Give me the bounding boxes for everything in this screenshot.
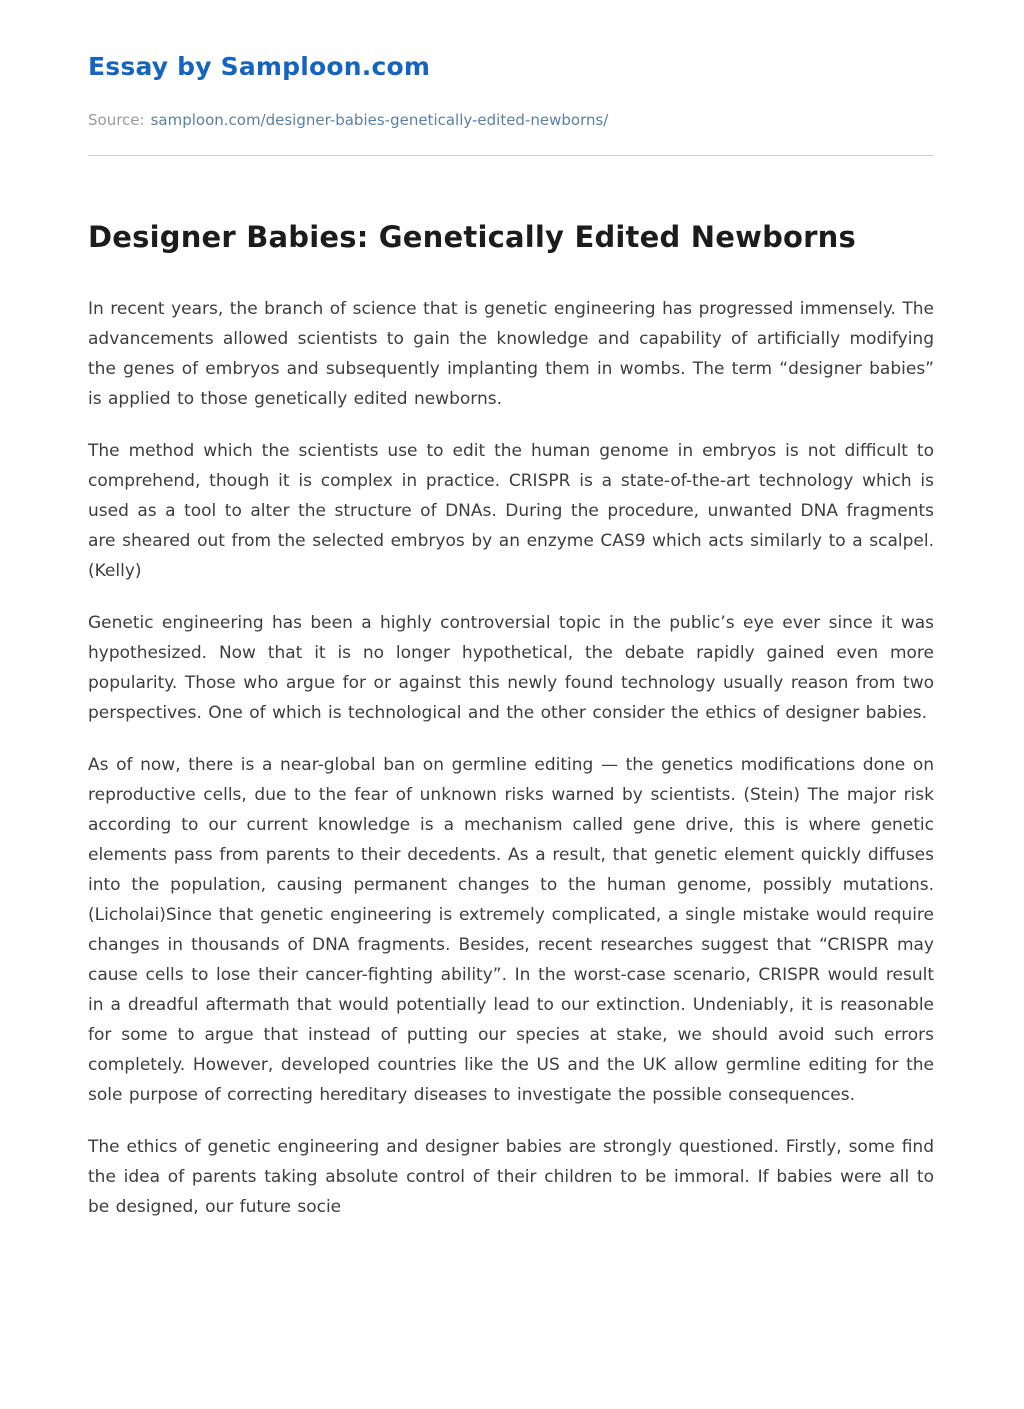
paragraph-risks: As of now, there is a near-global ban on germline editing — the genetics modifications done on reproductive cells, due to the fear of unknown risks warned by scientists. (Stein) The major risk according to our current knowledge is a mechanism called gene drive, this is where genetic elements pass from parents to their decedents. As a result, that genetic element quickly diffuses into the population, causing permanent changes to the human genome, possibly mutations. (Licholai)Since that genetic engineering is extremely complicated, a single mistake would require changes in thousands of DNA fragments. Besides, recent researches suggest that “CRISPR may cause cells to lose their cancer-fighting ability”. In the worst-case scenario, CRISPR would result in a dreadful aftermath that would potentially lead to our extinction. Undeniably, it is reasonable for some to argue that instead of putting our species at stake, we should avoid such errors completely. However, developed countries like the US and the UK allow germline editing for the sole purpose of correcting hereditary diseases to investigate the possible consequences. — [88, 755, 934, 1105]
paragraph-controversy: Genetic engineering has been a highly controversial topic in the public’s eye ever since it was hypothesized. Now that it is no longer hypothetical, the debate rapidly gained even more popularity. Those who argue for or against this newly found technology usually reason from two perspectives. One of which is technological and the other consider the ethics of designer babies. — [88, 613, 934, 723]
source-line — [88, 111, 934, 129]
article-title: Designer Babies: Genetically Edited Newborns — [88, 220, 856, 254]
header-divider — [88, 155, 934, 156]
paragraph-method: The method which the scientists use to edit the human genome in embryos is not difficult to comprehend, though it is complex in practice. CRISPR is a state-of-the-art technology which is used as a tool to alter the structure of DNAs. During the procedure, unwanted DNA fragments are sheared out from the selected embryos by an enzyme CAS9 which acts similarly to a scalpel. (Kelly) — [88, 441, 934, 581]
source-link[interactable]: samploon.com/designer-babies-genetically-edited-newborns/ — [150, 111, 609, 129]
article-body — [88, 294, 934, 1222]
source-label: Source: — [88, 111, 145, 129]
paragraph-ethics-truncated: The ethics of genetic engineering and designer babies are strongly questioned. Firstly, some find the idea of parents taking absolute control of their children to be immoral. If babies were all to be designed, our future socie — [88, 1137, 934, 1217]
brand-title: Essay by Samploon.com — [88, 52, 431, 81]
paragraph-intro: In recent years, the branch of science that is genetic engineering has progressed immensely. The advancements allowed scientists to gain the knowledge and capability of artificially modifying the genes of embryos and subsequently implanting them in wombs. The term “designer babies” is applied to those genetically edited newborns. — [88, 299, 934, 409]
